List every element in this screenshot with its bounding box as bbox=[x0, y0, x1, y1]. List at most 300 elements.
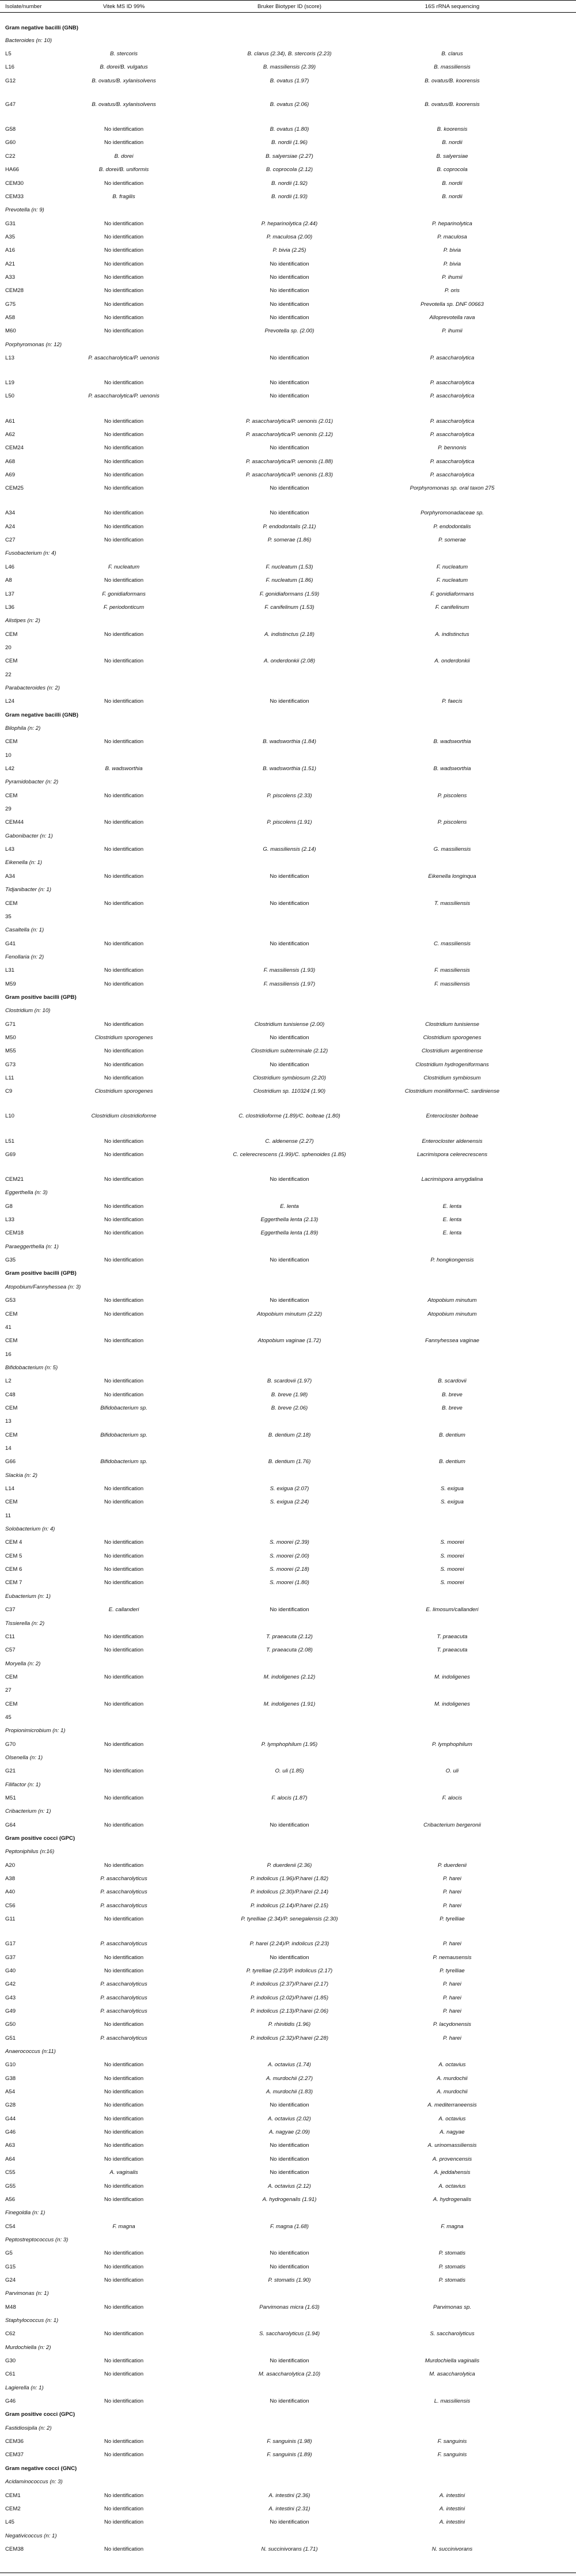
sequencing-cell: Atopobium minutum bbox=[427, 1311, 477, 1317]
isolate-cell: C22 bbox=[5, 153, 16, 160]
isolate-cell: CEM bbox=[5, 793, 18, 799]
isolate-suffix: 14 bbox=[5, 1445, 12, 1452]
genus-title: Staphylococcus (n: 1) bbox=[5, 2317, 59, 2324]
genus-title: Peptostreptococcus (n: 3) bbox=[5, 2237, 69, 2243]
bruker-cell: Clostridium symbiosum (2.20) bbox=[253, 1075, 326, 1081]
isolate-cell: L10 bbox=[5, 1113, 15, 1119]
isolate-cell: G15 bbox=[5, 2264, 16, 2270]
isolate-suffix: 13 bbox=[5, 1418, 12, 1425]
section-title: Gram negative bacilli (GNB) bbox=[5, 25, 78, 31]
vitek-cell: No identification bbox=[104, 1062, 144, 1068]
bruker-cell: No identification bbox=[270, 1035, 309, 1041]
sequencing-cell: P. asaccharolytica bbox=[430, 380, 475, 386]
isolate-cell: A61 bbox=[5, 418, 16, 425]
bruker-cell: P. indolicus (2.02)/P.harei (1.85) bbox=[250, 1995, 329, 2001]
bruker-cell: P. indolicus (1.96)/P.harei (1.82) bbox=[250, 1876, 329, 1882]
vitek-cell: No identification bbox=[104, 2075, 144, 2082]
isolate-cell: CEM bbox=[5, 738, 18, 745]
sequencing-cell: Atopobium minutum bbox=[427, 1297, 477, 1304]
isolate-cell: A68 bbox=[5, 459, 16, 465]
isolate-cell: G69 bbox=[5, 1151, 16, 1158]
genus-title: Finegoldia (n: 1) bbox=[5, 2210, 46, 2216]
sequencing-cell: P. harei bbox=[443, 2035, 461, 2041]
isolate-cell: G30 bbox=[5, 2358, 16, 2364]
genus-title: Anaerococcus (n:11) bbox=[5, 2048, 56, 2055]
sequencing-cell: P. bivia bbox=[443, 247, 461, 253]
bruker-cell: A. hydrogenalis (1.91) bbox=[262, 2196, 317, 2203]
sequencing-cell: P. piscolens bbox=[437, 819, 467, 825]
isolate-cell: L16 bbox=[5, 64, 15, 70]
isolate-suffix: 16 bbox=[5, 1351, 12, 1358]
sequencing-cell: F. magna bbox=[441, 2223, 464, 2230]
bruker-cell: B. nordii (1.92) bbox=[271, 180, 308, 187]
vitek-cell: P. asaccharolyticus bbox=[100, 1876, 147, 1882]
isolate-cell: G38 bbox=[5, 2075, 16, 2082]
bruker-cell: P. indolicus (2.37)/P.harei (2.17) bbox=[250, 1981, 329, 1987]
isolate-cell: G75 bbox=[5, 301, 16, 308]
bruker-cell: B. massiliensis (2.39) bbox=[263, 64, 316, 70]
bruker-cell: B. wadsworthia (1.51) bbox=[263, 766, 316, 772]
sequencing-cell: B. breve bbox=[442, 1392, 463, 1398]
header-16s: 16S rRNA sequencing bbox=[425, 3, 480, 10]
bruker-cell: B. breve (2.06) bbox=[271, 1405, 308, 1411]
vitek-cell: B. fragilis bbox=[112, 194, 135, 200]
isolate-cell: C27 bbox=[5, 537, 16, 543]
sequencing-cell: T. praeacuta bbox=[437, 1634, 468, 1640]
genus-title: Olsenella (n: 1) bbox=[5, 1755, 43, 1761]
vitek-cell: P. asaccharolyticus bbox=[100, 2008, 147, 2014]
bruker-cell: No identification bbox=[270, 2250, 309, 2256]
sequencing-cell: A. murdochii bbox=[437, 2075, 468, 2082]
sequencing-cell: P. asaccharolytica bbox=[430, 393, 475, 399]
vitek-cell: No identification bbox=[104, 2546, 144, 2552]
sequencing-cell: P. harei bbox=[443, 1876, 461, 1882]
isolate-cell: CEM28 bbox=[5, 287, 24, 294]
bruker-cell: C. aldenense (2.27) bbox=[265, 1138, 314, 1145]
isolate-cell: CEM18 bbox=[5, 1230, 24, 1236]
vitek-cell: No identification bbox=[104, 1203, 144, 1210]
sequencing-cell: A. jeddahensis bbox=[434, 2169, 471, 2176]
isolate-cell: G12 bbox=[5, 78, 16, 84]
vitek-cell: A. vaginalis bbox=[109, 2169, 138, 2176]
bruker-cell: P. rhinitidis (1.96) bbox=[268, 2021, 311, 2028]
isolate-cell: L50 bbox=[5, 393, 15, 399]
genus-title: Tissierella (n: 2) bbox=[5, 1620, 45, 1627]
section-title: Gram negative cocci (GNC) bbox=[5, 2465, 77, 2472]
sequencing-cell: F. nucleatum bbox=[436, 564, 468, 570]
bruker-cell: No identification bbox=[270, 873, 309, 880]
vitek-cell: No identification bbox=[104, 139, 144, 146]
isolate-cell: A64 bbox=[5, 2156, 16, 2162]
isolate-cell: G55 bbox=[5, 2183, 16, 2189]
bruker-cell: No identification bbox=[270, 2156, 309, 2162]
sequencing-cell: P. piscolens bbox=[437, 793, 467, 799]
isolate-suffix: 22 bbox=[5, 672, 12, 678]
sequencing-cell: N. succinivorans bbox=[431, 2546, 473, 2552]
vitek-cell: F. nucleatum bbox=[108, 564, 140, 570]
bruker-cell: P. endodontalis (2.11) bbox=[263, 524, 316, 530]
bruker-cell: No identification bbox=[270, 1257, 309, 1263]
isolate-cell: CEM30 bbox=[5, 180, 24, 187]
isolate-cell: L11 bbox=[5, 1075, 14, 1081]
isolate-cell: C48 bbox=[5, 1392, 16, 1398]
sequencing-cell: F. massiliensis bbox=[434, 967, 470, 973]
isolate-cell: A34 bbox=[5, 510, 16, 516]
sequencing-cell: S. moorei bbox=[440, 1539, 464, 1545]
vitek-cell: No identification bbox=[104, 1392, 144, 1398]
genus-title: Eggerthella (n: 3) bbox=[5, 1189, 48, 1196]
isolate-cell: CEM36 bbox=[5, 2438, 24, 2445]
vitek-cell: No identification bbox=[104, 2196, 144, 2203]
vitek-cell: No identification bbox=[104, 524, 144, 530]
bruker-cell: P. harei (2.24)/P. indolicus (2.23) bbox=[249, 1941, 329, 1947]
sequencing-cell: B. wadsworthia bbox=[433, 766, 471, 772]
vitek-cell: No identification bbox=[104, 631, 144, 638]
bruker-cell: No identification bbox=[270, 698, 309, 704]
vitek-cell: No identification bbox=[104, 2519, 144, 2525]
bruker-cell: No identification bbox=[270, 941, 309, 947]
isolate-cell: G50 bbox=[5, 2021, 16, 2028]
sequencing-cell: A. nagyae bbox=[439, 2129, 465, 2135]
vitek-cell: No identification bbox=[104, 1674, 144, 1680]
vitek-cell: No identification bbox=[104, 577, 144, 584]
bruker-cell: Eggerthella lenta (1.89) bbox=[260, 1230, 319, 1236]
sequencing-cell: A. intestini bbox=[439, 2519, 465, 2525]
sequencing-cell: P. harei bbox=[443, 1889, 461, 1895]
isolate-suffix: 10 bbox=[5, 752, 12, 759]
sequencing-cell: P. duerdenii bbox=[438, 1862, 467, 1869]
genus-title: Negativicoccus (n: 1) bbox=[5, 2533, 57, 2539]
sequencing-cell: A. octavius bbox=[438, 2116, 466, 2122]
vitek-cell: No identification bbox=[104, 126, 144, 132]
bruker-cell: No identification bbox=[270, 2358, 309, 2364]
bruker-cell: Parvimonas micra (1.63) bbox=[259, 2304, 320, 2310]
isolate-cell: G40 bbox=[5, 1968, 16, 1974]
bruker-cell: B. nordii (1.93) bbox=[271, 194, 308, 200]
vitek-cell: No identification bbox=[104, 418, 144, 425]
vitek-cell: No identification bbox=[104, 234, 144, 240]
sequencing-cell: T. praeacuta bbox=[437, 1647, 468, 1653]
vitek-cell: No identification bbox=[104, 793, 144, 799]
sequencing-cell: Clostridium symbiosum bbox=[423, 1075, 481, 1081]
bruker-cell: P. lymphophilum (1.95) bbox=[261, 1741, 318, 1748]
vitek-cell: P. asaccharolyticus bbox=[100, 2035, 147, 2041]
bruker-cell: P. asaccharolytica/P. uenonis (2.01) bbox=[245, 418, 334, 425]
bruker-cell: No identification bbox=[270, 900, 309, 907]
isolate-cell: CEM bbox=[5, 1674, 18, 1680]
isolate-cell: L2 bbox=[5, 1378, 12, 1384]
bruker-cell: No identification bbox=[270, 2142, 309, 2149]
bruker-cell: S. saccharolyticus (1.94) bbox=[259, 2331, 320, 2337]
vitek-cell: F. magna bbox=[112, 2223, 135, 2230]
sequencing-cell: A. mediterraneensis bbox=[427, 2102, 477, 2108]
sequencing-cell: Clostridium moniliforme/C. sardiniense bbox=[404, 1088, 500, 1094]
vitek-cell: B. wadsworthia bbox=[105, 766, 143, 772]
sequencing-cell: L. massiliensis bbox=[434, 2398, 471, 2404]
vitek-cell: No identification bbox=[104, 1553, 144, 1559]
genus-title: Bacteroides (n: 10) bbox=[5, 37, 52, 44]
bruker-cell: B. coprocola (2.12) bbox=[266, 166, 313, 173]
bruker-cell: Atopobium minutum (2.22) bbox=[256, 1311, 323, 1317]
bruker-cell: B. wadsworthia (1.84) bbox=[263, 738, 316, 745]
isolate-cell: CEM bbox=[5, 1701, 18, 1707]
vitek-cell: No identification bbox=[104, 2358, 144, 2364]
vitek-cell: No identification bbox=[104, 1741, 144, 1748]
genus-title: Atopobium/Fannyhessea (n: 3) bbox=[5, 1284, 81, 1290]
isolate-cell: CEM bbox=[5, 658, 18, 664]
bruker-cell: Atopobium vaginae (1.72) bbox=[257, 1338, 321, 1344]
bruker-cell: A. intestini (2.31) bbox=[268, 2506, 310, 2512]
sequencing-cell: A. onderdonkii bbox=[434, 658, 470, 664]
isolate-suffix: 35 bbox=[5, 914, 12, 920]
sequencing-cell: S. moorei bbox=[440, 1579, 464, 1586]
vitek-cell: B. dorei/B. vulgatus bbox=[100, 64, 148, 70]
sequencing-cell: B. clarus bbox=[441, 51, 463, 57]
sequencing-cell: C. massiliensis bbox=[434, 941, 471, 947]
bruker-cell: No identification bbox=[270, 2169, 309, 2176]
bruker-cell: No identification bbox=[270, 485, 309, 491]
isolate-cell: G8 bbox=[5, 1203, 13, 1210]
vitek-cell: No identification bbox=[104, 247, 144, 253]
genus-title: Fusobacterium (n: 4) bbox=[5, 550, 56, 556]
isolate-cell: A62 bbox=[5, 431, 16, 438]
genus-title: Eubacterium (n: 1) bbox=[5, 1593, 51, 1600]
sequencing-cell: B. nordii bbox=[442, 194, 463, 200]
isolate-cell: A58 bbox=[5, 315, 16, 321]
sequencing-cell: A. provencensis bbox=[432, 2156, 472, 2162]
sequencing-cell: B. dentium bbox=[439, 1459, 465, 1465]
isolate-cell: A54 bbox=[5, 2089, 16, 2095]
genus-title: Paraeggerthella (n: 1) bbox=[5, 1244, 59, 1250]
isolate-cell: L36 bbox=[5, 604, 15, 611]
vitek-cell: No identification bbox=[104, 1968, 144, 1974]
sequencing-cell: P. ihumii bbox=[442, 328, 463, 334]
section-title: Gram positive cocci (GPC) bbox=[5, 2411, 75, 2418]
isolate-cell: G21 bbox=[5, 1768, 16, 1774]
isolate-cell: C57 bbox=[5, 1647, 16, 1653]
vitek-cell: No identification bbox=[104, 2183, 144, 2189]
vitek-cell: B. dorei/B. uniformis bbox=[98, 166, 149, 173]
sequencing-cell: Lacrimispora amygdalina bbox=[421, 1176, 483, 1183]
vitek-cell: No identification bbox=[104, 2264, 144, 2270]
header-isolate: Isolate/number bbox=[5, 3, 42, 10]
bruker-cell: No identification bbox=[270, 274, 309, 281]
sequencing-cell: M. indoligenes bbox=[434, 1701, 470, 1707]
isolate-cell: CEM 7 bbox=[5, 1579, 22, 1586]
genus-title: Slackia (n: 2) bbox=[5, 1472, 37, 1479]
isolate-suffix: 29 bbox=[5, 806, 12, 812]
bruker-cell: S. exigua (2.07) bbox=[270, 1486, 309, 1492]
bruker-cell: B. nordii (1.96) bbox=[271, 139, 308, 146]
isolate-cell: G44 bbox=[5, 2116, 16, 2122]
sequencing-cell: P. oris bbox=[445, 287, 460, 294]
sequencing-cell: F. nucleatum bbox=[436, 577, 468, 584]
vitek-cell: No identification bbox=[104, 846, 144, 853]
sequencing-cell: P. harei bbox=[443, 1941, 461, 1947]
isolate-cell: L31 bbox=[5, 967, 15, 973]
sequencing-cell: B. wadsworthia bbox=[433, 738, 471, 745]
bruker-cell: No identification bbox=[270, 261, 309, 267]
isolate-cell: G10 bbox=[5, 2062, 16, 2068]
isolate-cell: G41 bbox=[5, 941, 16, 947]
sequencing-cell: B. nordii bbox=[442, 180, 463, 187]
bruker-cell: P. indolicus (2.30)/P.harei (2.14) bbox=[250, 1889, 329, 1895]
sequencing-cell: M. asaccharolytica bbox=[429, 2371, 475, 2377]
isolate-cell: M60 bbox=[5, 328, 16, 334]
vitek-cell: No identification bbox=[104, 510, 144, 516]
sequencing-cell: A. intestini bbox=[439, 2506, 465, 2512]
sequencing-cell: P. harei bbox=[443, 1995, 461, 2001]
genus-title: Solobacterium (n: 4) bbox=[5, 1526, 55, 1532]
bruker-cell: No identification bbox=[270, 1607, 309, 1613]
bruker-cell: M. indoligenes (2.12) bbox=[263, 1674, 316, 1680]
bruker-cell: F. canifelinum (1.53) bbox=[264, 604, 314, 611]
sequencing-cell: S. exigua bbox=[440, 1486, 464, 1492]
vitek-cell: No identification bbox=[104, 380, 144, 386]
bruker-cell: A. murdochii (1.83) bbox=[266, 2089, 313, 2095]
sequencing-cell: B. dentium bbox=[439, 1432, 465, 1438]
isolate-cell: CEM44 bbox=[5, 819, 24, 825]
bruker-cell: A. intestini (2.36) bbox=[268, 2492, 310, 2499]
genus-title: Alistipes (n: 2) bbox=[5, 618, 40, 624]
isolate-cell: HA66 bbox=[5, 166, 19, 173]
bruker-cell: F. alocis (1.87) bbox=[271, 1795, 308, 1801]
sequencing-cell: Alloprevotella rava bbox=[429, 315, 475, 321]
genus-title: Parabacteroides (n: 2) bbox=[5, 685, 60, 691]
vitek-cell: No identification bbox=[104, 1954, 144, 1961]
bruker-cell: No identification bbox=[270, 301, 309, 308]
genus-title: Tidjanibacter (n: 1) bbox=[5, 887, 51, 893]
isolate-cell: L42 bbox=[5, 766, 15, 772]
isolate-cell: G35 bbox=[5, 1257, 16, 1263]
bruker-cell: No identification bbox=[270, 1822, 309, 1828]
isolate-cell: CEM 5 bbox=[5, 1553, 22, 1559]
isolate-suffix: 11 bbox=[5, 1513, 11, 1519]
sequencing-cell: G. massiliensis bbox=[433, 846, 471, 853]
isolate-cell: CEM bbox=[5, 631, 18, 638]
bruker-cell: Clostridium sp. 110324 (1.90) bbox=[253, 1088, 326, 1094]
sequencing-cell: P. stomatis bbox=[438, 2277, 466, 2283]
sequencing-cell: Clostridium hydrogeniformans bbox=[415, 1062, 489, 1068]
bruker-cell: F. massiliensis (1.93) bbox=[263, 967, 316, 973]
bruker-cell: P. indolicus (2.32)/P.harei (2.28) bbox=[250, 2035, 329, 2041]
vitek-cell: No identification bbox=[104, 2021, 144, 2028]
bruker-cell: A. octavius (2.12) bbox=[268, 2183, 311, 2189]
sequencing-cell: P. harei bbox=[443, 1903, 461, 1909]
bruker-cell: E. lenta bbox=[280, 1203, 299, 1210]
bruker-cell: M. indoligenes (1.91) bbox=[263, 1701, 316, 1707]
bruker-cell: P. duerdenii (2.36) bbox=[267, 1862, 312, 1869]
isolate-cell: CEM 6 bbox=[5, 1566, 22, 1573]
sequencing-cell: A. indistinctus bbox=[435, 631, 469, 638]
bruker-cell: N. succinivorans (1.71) bbox=[261, 2546, 318, 2552]
sequencing-cell: Parvimonas sp. bbox=[433, 2304, 472, 2310]
sequencing-cell: P. somerae bbox=[438, 537, 466, 543]
vitek-cell: No identification bbox=[104, 180, 144, 187]
sequencing-cell: Lacrimispora celerecrescens bbox=[416, 1151, 488, 1158]
vitek-cell: No identification bbox=[104, 2304, 144, 2310]
vitek-cell: No identification bbox=[104, 2116, 144, 2122]
header-vitek: Vitek MS ID 99% bbox=[103, 3, 145, 10]
sequencing-cell: Clostridium sporogenes bbox=[423, 1035, 482, 1041]
isolate-cell: A20 bbox=[5, 1862, 16, 1869]
vitek-cell: P. asaccharolytica/P. uenonis bbox=[88, 355, 160, 361]
sequencing-cell: P. ihumii bbox=[442, 274, 463, 281]
bruker-cell: P. indolicus (2.13)/P.harei (2.06) bbox=[250, 2008, 329, 2014]
bruker-cell: No identification bbox=[270, 510, 309, 516]
isolate-cell: G66 bbox=[5, 1459, 16, 1465]
bruker-cell: P. somerae (1.86) bbox=[267, 537, 312, 543]
section-title: Gram positive bacilli (GPB) bbox=[5, 994, 77, 1001]
vitek-cell: No identification bbox=[104, 1176, 144, 1183]
isolate-cell: C37 bbox=[5, 1607, 16, 1613]
bruker-cell: B. salyersiae (2.27) bbox=[266, 153, 313, 160]
genus-title: Propionimicrobium (n: 1) bbox=[5, 1728, 66, 1734]
isolate-suffix: 20 bbox=[5, 645, 12, 651]
sequencing-cell: E. lenta bbox=[442, 1230, 462, 1236]
bruker-cell: S. moorei (1.80) bbox=[270, 1579, 309, 1586]
isolate-cell: G46 bbox=[5, 2129, 16, 2135]
vitek-cell: No identification bbox=[104, 1795, 144, 1801]
vitek-cell: E. callanderi bbox=[108, 1607, 139, 1613]
vitek-cell: No identification bbox=[104, 315, 144, 321]
vitek-cell: Bifidobacterium sp. bbox=[100, 1432, 147, 1438]
sequencing-cell: B. scardovii bbox=[438, 1378, 467, 1384]
vitek-cell: No identification bbox=[104, 819, 144, 825]
sequencing-cell: B. koorensis bbox=[437, 126, 468, 132]
isolate-cell: M50 bbox=[5, 1035, 16, 1041]
isolate-cell: C54 bbox=[5, 2223, 16, 2230]
genus-title: Fastidiosipila (n: 2) bbox=[5, 2425, 52, 2431]
bruker-cell: No identification bbox=[270, 315, 309, 321]
bruker-cell: F. sanguinis (1.98) bbox=[267, 2438, 312, 2445]
sequencing-cell: Prevotella sp. DNF 00663 bbox=[420, 301, 484, 308]
isolate-cell: CEM bbox=[5, 1338, 18, 1344]
bruker-cell: M. asaccharolytica (2.10) bbox=[258, 2371, 321, 2377]
genus-title: Gabonibacter (n: 1) bbox=[5, 833, 53, 839]
bruker-cell: Clostridium tunisiense (2.00) bbox=[254, 1021, 325, 1028]
genus-title: Cribacterium (n: 1) bbox=[5, 1808, 51, 1814]
genus-title: Murdochiella (n: 2) bbox=[5, 2344, 51, 2351]
sequencing-cell: P. asaccharolytica bbox=[430, 418, 475, 425]
vitek-cell: No identification bbox=[104, 658, 144, 664]
sequencing-cell: A. urinomassiliensis bbox=[427, 2142, 477, 2149]
isolate-cell: CEM24 bbox=[5, 445, 24, 451]
sequencing-cell: Enterocloster aldenensis bbox=[422, 1138, 483, 1145]
isolate-cell: CEM2 bbox=[5, 2506, 21, 2512]
vitek-cell: No identification bbox=[104, 873, 144, 880]
bruker-cell: S. moorei (2.39) bbox=[270, 1539, 309, 1545]
bruker-cell: O. uli (1.85) bbox=[275, 1768, 304, 1774]
sequencing-cell: P. faecis bbox=[442, 698, 463, 704]
sequencing-cell: B. breve bbox=[442, 1405, 463, 1411]
sequencing-cell: B. nordii bbox=[442, 139, 463, 146]
bruker-cell: A. onderdonkii (2.08) bbox=[263, 658, 316, 664]
section-title: Gram positive bacilli (GPB) bbox=[5, 1270, 77, 1276]
genus-title: Pyramidobacter (n: 2) bbox=[5, 779, 59, 785]
bruker-cell: No identification bbox=[270, 445, 309, 451]
bruker-cell: No identification bbox=[270, 355, 309, 361]
vitek-cell: B. stercoris bbox=[110, 51, 138, 57]
isolate-cell: L33 bbox=[5, 1217, 15, 1223]
vitek-cell: Bifidobacterium sp. bbox=[100, 1405, 147, 1411]
vitek-cell: No identification bbox=[104, 485, 144, 491]
isolate-suffix: 45 bbox=[5, 1714, 12, 1721]
vitek-cell: No identification bbox=[104, 2089, 144, 2095]
bruker-cell: P. heparinolytica (2.44) bbox=[261, 221, 318, 227]
vitek-cell: No identification bbox=[104, 2331, 144, 2337]
sequencing-cell: S. moorei bbox=[440, 1553, 464, 1559]
